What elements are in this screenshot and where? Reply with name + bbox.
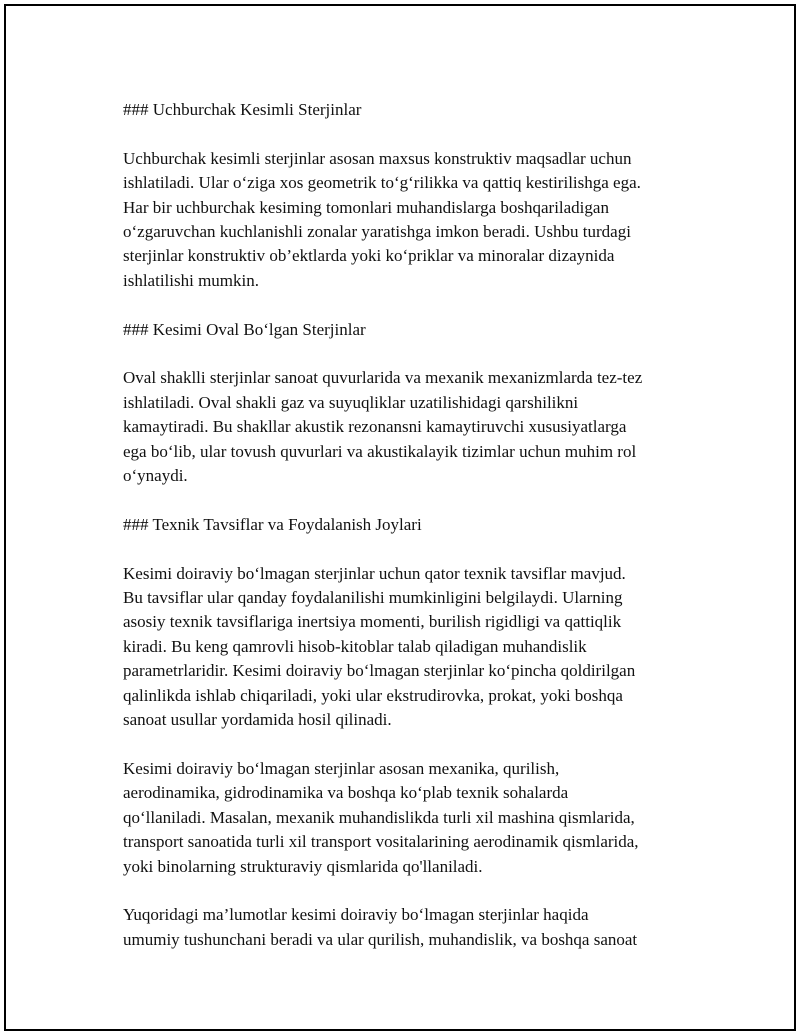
paragraph-line: Uchburchak kesimli sterjinlar asosan maxsus konstruktiv maqsadlar uchun	[123, 148, 632, 168]
paragraph-line: parametrlaridir. Kesimi doiraviy bo‘lmagan sterjinlar ko‘pincha qoldirilgan	[123, 661, 636, 681]
paragraph-line: ishlatiladi. Ular o‘ziga xos geometrik to‘g‘rilikka va qattiq kestirilishga ega.	[123, 173, 641, 193]
paragraph-line: transport sanoatida turli xil transport vositalarining aerodinamik qismlarida,	[123, 832, 639, 852]
section-heading	[123, 98, 689, 122]
paragraph-line: o‘ynaydi.	[123, 466, 188, 486]
paragraph-line: aerodinamika, gidrodinamika va boshqa ko‘plab texnik sohalarda	[123, 783, 569, 803]
paragraph-line: Har bir uchburchak kesiming tomonlari muhandislarga boshqariladigan	[123, 197, 609, 217]
paragraph-line: kamaytiradi. Bu shakllar akustik rezonansni kamaytiruvchi xususiyatlarga	[123, 417, 627, 437]
paragraph	[123, 903, 689, 952]
page-frame	[4, 4, 796, 1031]
paragraph-line: sterjinlar konstruktiv ob’ektlarda yoki ko‘priklar va minoralar dizaynida	[123, 246, 615, 266]
paragraph-line: qo‘llaniladi. Masalan, mexanik muhandislikda turli xil mashina qismlarida,	[123, 807, 635, 827]
paragraph-line: Oval shaklli sterjinlar sanoat quvurlarida va mexanik mexanizmlarda tez-tez	[123, 368, 643, 388]
document-body	[123, 98, 689, 977]
paragraph	[123, 562, 689, 733]
paragraph-line: asosiy texnik tavsiflariga inertsiya momenti, burilish rigidligi va qattiqlik	[123, 612, 622, 632]
paragraph-line: Bu tavsiflar ular qanday foydalanilishi mumkinligini belgilaydi. Ularning	[123, 588, 623, 608]
paragraph	[123, 366, 689, 488]
paragraph-line: umumiy tushunchani beradi va ular qurilish, muhandislik, va boshqa sanoat	[123, 929, 638, 949]
section-heading	[123, 513, 689, 537]
paragraph-line: ishlatilishi mumkin.	[123, 270, 260, 290]
paragraph-line: qalinlikda ishlab chiqariladi, yoki ular ekstrudirovka, prokat, yoki boshqa	[123, 685, 623, 705]
paragraph	[123, 757, 689, 879]
heading-line: ### Kesimi Oval Bo‘lgan Sterjinlar	[123, 319, 366, 339]
paragraph-line: yoki binolarning strukturaviy qismlarida qo'llaniladi.	[123, 856, 483, 876]
paragraph-line: Kesimi doiraviy bo‘lmagan sterjinlar uchun qator texnik tavsiflar mavjud.	[123, 563, 626, 583]
paragraph	[123, 147, 689, 293]
paragraph-line: Yuqoridagi ma’lumotlar kesimi doiraviy bo‘lmagan sterjinlar haqida	[123, 905, 589, 925]
paragraph-line: Kesimi doiraviy bo‘lmagan sterjinlar asosan mexanika, qurilish,	[123, 758, 560, 778]
paragraph-line: ishlatiladi. Oval shakli gaz va suyuqliklar uzatilishidagi qarshilikni	[123, 392, 579, 412]
paragraph-line: sanoat usullar yordamida hosil qilinadi.	[123, 710, 392, 730]
paragraph-line: o‘zgaruvchan kuchlanishli zonalar yaratishga imkon beradi. Ushbu turdagi	[123, 222, 631, 242]
paragraph-line: ega bo‘lib, ular tovush quvurlari va akustikalayik tizimlar uchun muhim rol	[123, 441, 637, 461]
paragraph-line: kiradi. Bu keng qamrovli hisob-kitoblar talab qiladigan muhandislik	[123, 636, 587, 656]
heading-line: ### Uchburchak Kesimli Sterjinlar	[123, 100, 362, 119]
section-heading	[123, 318, 689, 342]
heading-line: ### Texnik Tavsiflar va Foydalanish Joylari	[123, 514, 422, 534]
